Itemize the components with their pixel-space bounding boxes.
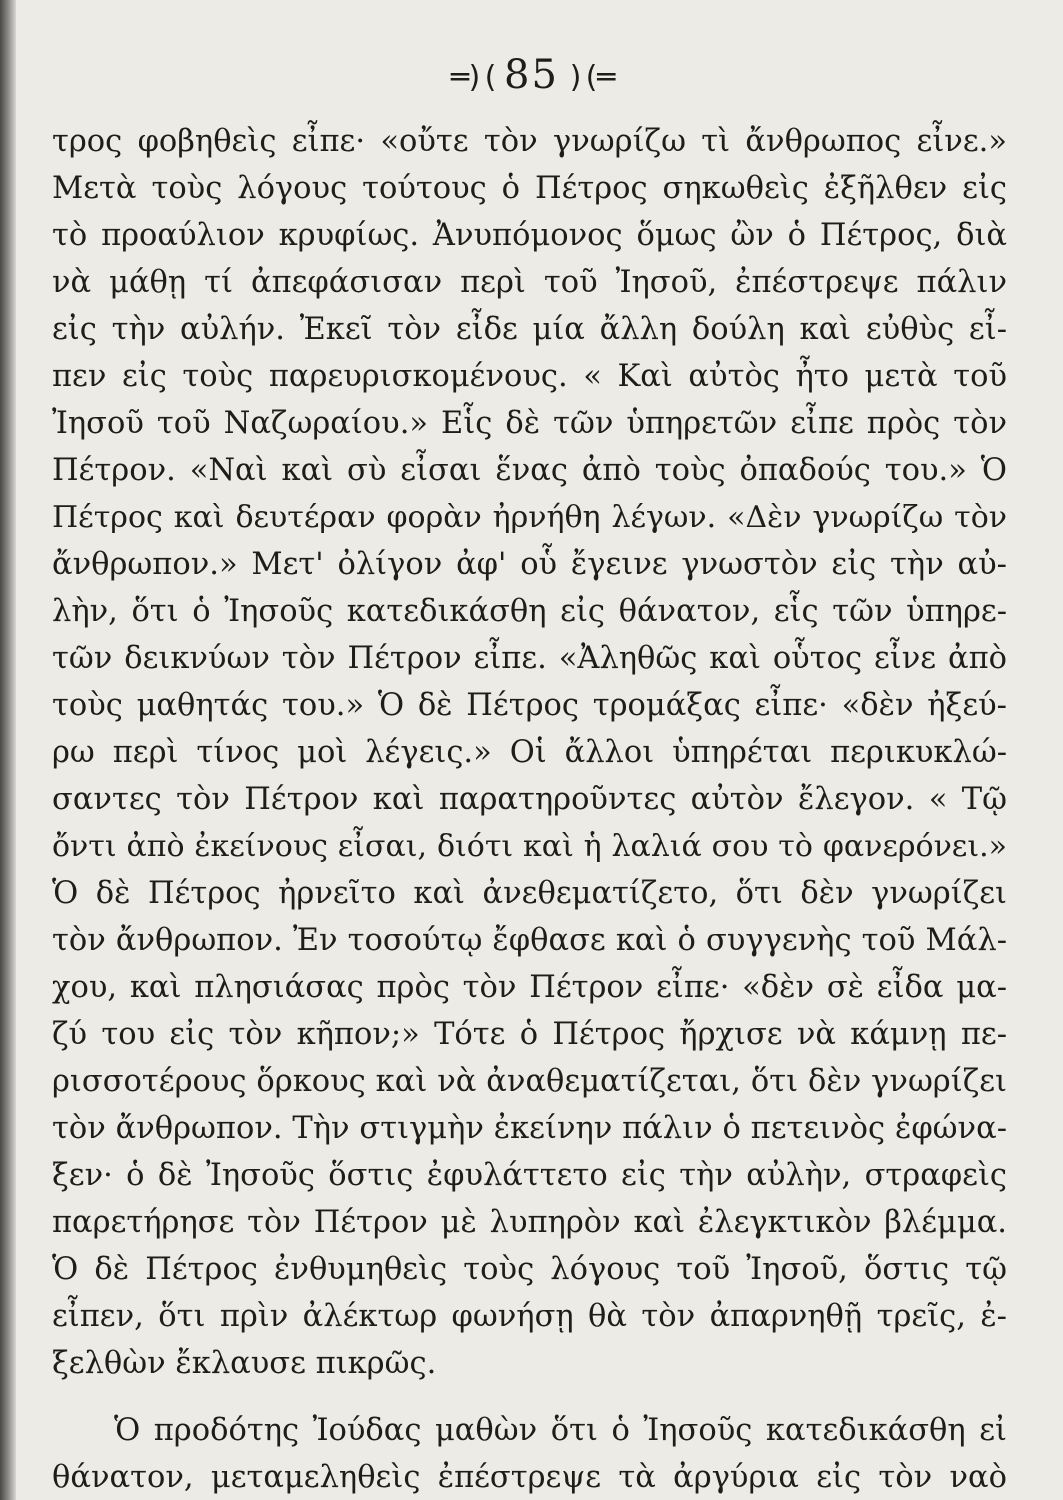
paragraph-1 [52, 118, 1007, 1387]
text-line: τὸν ἄνθρωπον. Ἐν τοσούτῳ ἔφθασε καὶ ὁ συγγενὴς τοῦ Μάλ- [52, 923, 1007, 958]
text-line: χου, καὶ πλησιάσας πρὸς τὸν Πέτρον εἶπε· «δὲν σὲ εἶδα μα- [52, 970, 1007, 1005]
paragraph-2 [52, 1407, 1007, 1500]
text-line: τῶν δεικνύων τὸν Πέτρον εἶπε. «Ἀληθῶς καὶ οὗτος εἶνε ἀπὸ [52, 641, 1007, 676]
text-line: ξεν· ὁ δὲ Ἰησοῦς ὅστις ἐφυλάττετο εἰς τὴν αὐλὴν, στραφεὶς [52, 1158, 1007, 1193]
text-line: τρος φοβηθεὶς εἶπε· «οὔτε τὸν γνωρίζω τὶ ἄνθρωπος εἶνε.» [52, 124, 1007, 159]
text-line: ὄντι ἀπὸ ἐκείνους εἶσαι, διότι καὶ ἡ λαλιά σου τὸ φανερόνει.» [52, 829, 1007, 864]
page-header [0, 45, 1063, 108]
text-line: ζύ του εἰς τὸν κῆπον;» Τότε ὁ Πέτρος ἤρχισε νὰ κάμνῃ πε- [52, 1017, 1007, 1052]
paragraph-gap [52, 1387, 1007, 1407]
text-line: ρισσοτέρους ὅρκους καὶ νὰ ἀναθεματίζεται, ὅτι δὲν γνωρίζει [52, 1064, 1007, 1099]
text-line: εἰς τὴν αὐλήν. Ἐκεῖ τὸν εἶδε μία ἄλλη δούλη καὶ εὐθὺς εἶ- [52, 312, 1007, 347]
text-line: ξελθὼν ἔκλαυσε πικρῶς. [52, 1346, 437, 1381]
text-line: Μετὰ τοὺς λόγους τούτους ὁ Πέτρος σηκωθεὶς ἐξῆλθεν εἰς [52, 171, 1007, 206]
text-line: Πέτρος καὶ δευτέραν φορὰν ἠρνήθη λέγων. «Δὲν γνωρίζω τὸν [52, 500, 1007, 535]
text-line: θάνατον, μεταμεληθεὶς ἐπέστρεψε τὰ ἀργύρια εἰς τὸν ναὸ [52, 1460, 1007, 1495]
right-ornament: )(═ [566, 60, 613, 95]
text-line: ρω περὶ τίνος μοὶ λέγεις.» Οἱ ἄλλοι ὑπηρέται περικυκλώ- [52, 735, 1007, 770]
body-text [52, 118, 1007, 1500]
text-line: λὴν, ὅτι ὁ Ἰησοῦς κατεδικάσθη εἰς θάνατον, εἷς τῶν ὑπηρε- [52, 594, 1007, 629]
text-line: παρετήρησε τὸν Πέτρον μὲ λυπηρὸν καὶ ἐλεγκτικὸν βλέμμα. [52, 1205, 1007, 1240]
text-line: Ὁ προδότης Ἰούδας μαθὼν ὅτι ὁ Ἰησοῦς κατεδικάσθη εἰ [114, 1413, 1007, 1448]
text-line: Ὁ δὲ Πέτρος ἠρνεῖτο καὶ ἀνεθεματίζετο, ὅτι δὲν γνωρίζει [52, 876, 1007, 911]
left-ornament: ═)( [450, 60, 497, 95]
page-number: 85 [504, 52, 559, 98]
text-line: τὸ προαύλιον κρυφίως. Ἀνυπόμονος ὅμως ὢν ὁ Πέτρος, διὰ [52, 218, 1007, 253]
text-line: Ἰησοῦ τοῦ Ναζωραίου.» Εἷς δὲ τῶν ὑπηρετῶν εἶπε πρὸς τὸν [52, 406, 1007, 441]
text-line: ἄνθρωπον.» Μετ' ὀλίγον ἀφ' οὗ ἔγεινε γνωστὸν εἰς τὴν αὐ- [52, 547, 1007, 582]
text-line: σαντες τὸν Πέτρον καὶ παρατηροῦντες αὐτὸν ἔλεγον. « Τῷ [52, 782, 1007, 817]
text-line: τὸν ἄνθρωπον. Τὴν στιγμὴν ἐκείνην πάλιν ὁ πετεινὸς ἐφώνα- [52, 1111, 1007, 1146]
text-line: Πέτρον. «Ναὶ καὶ σὺ εἶσαι ἕνας ἀπὸ τοὺς ὀπαδούς του.» Ὁ [52, 453, 1007, 488]
text-line: πεν εἰς τοὺς παρευρισκομένους. « Καὶ αὐτὸς ἦτο μετὰ τοῦ [52, 359, 1007, 394]
text-line: τοὺς μαθητάς του.» Ὁ δὲ Πέτρος τρομάξας εἶπε· «δὲν ἠξεύ- [52, 688, 1007, 723]
text-line: εἶπεν, ὅτι πρὶν ἀλέκτωρ φωνήσῃ θὰ τὸν ἀπαρνηθῇ τρεῖς, ἐ- [52, 1299, 1007, 1334]
page-gutter-shadow [0, 0, 16, 1500]
text-line: Ὁ δὲ Πέτρος ἐνθυμηθεὶς τοὺς λόγους τοῦ Ἰησοῦ, ὅστις τῷ [52, 1252, 1007, 1287]
text-line: νὰ μάθῃ τί ἀπεφάσισαν περὶ τοῦ Ἰησοῦ, ἐπέστρεψε πάλιν [52, 265, 1007, 300]
